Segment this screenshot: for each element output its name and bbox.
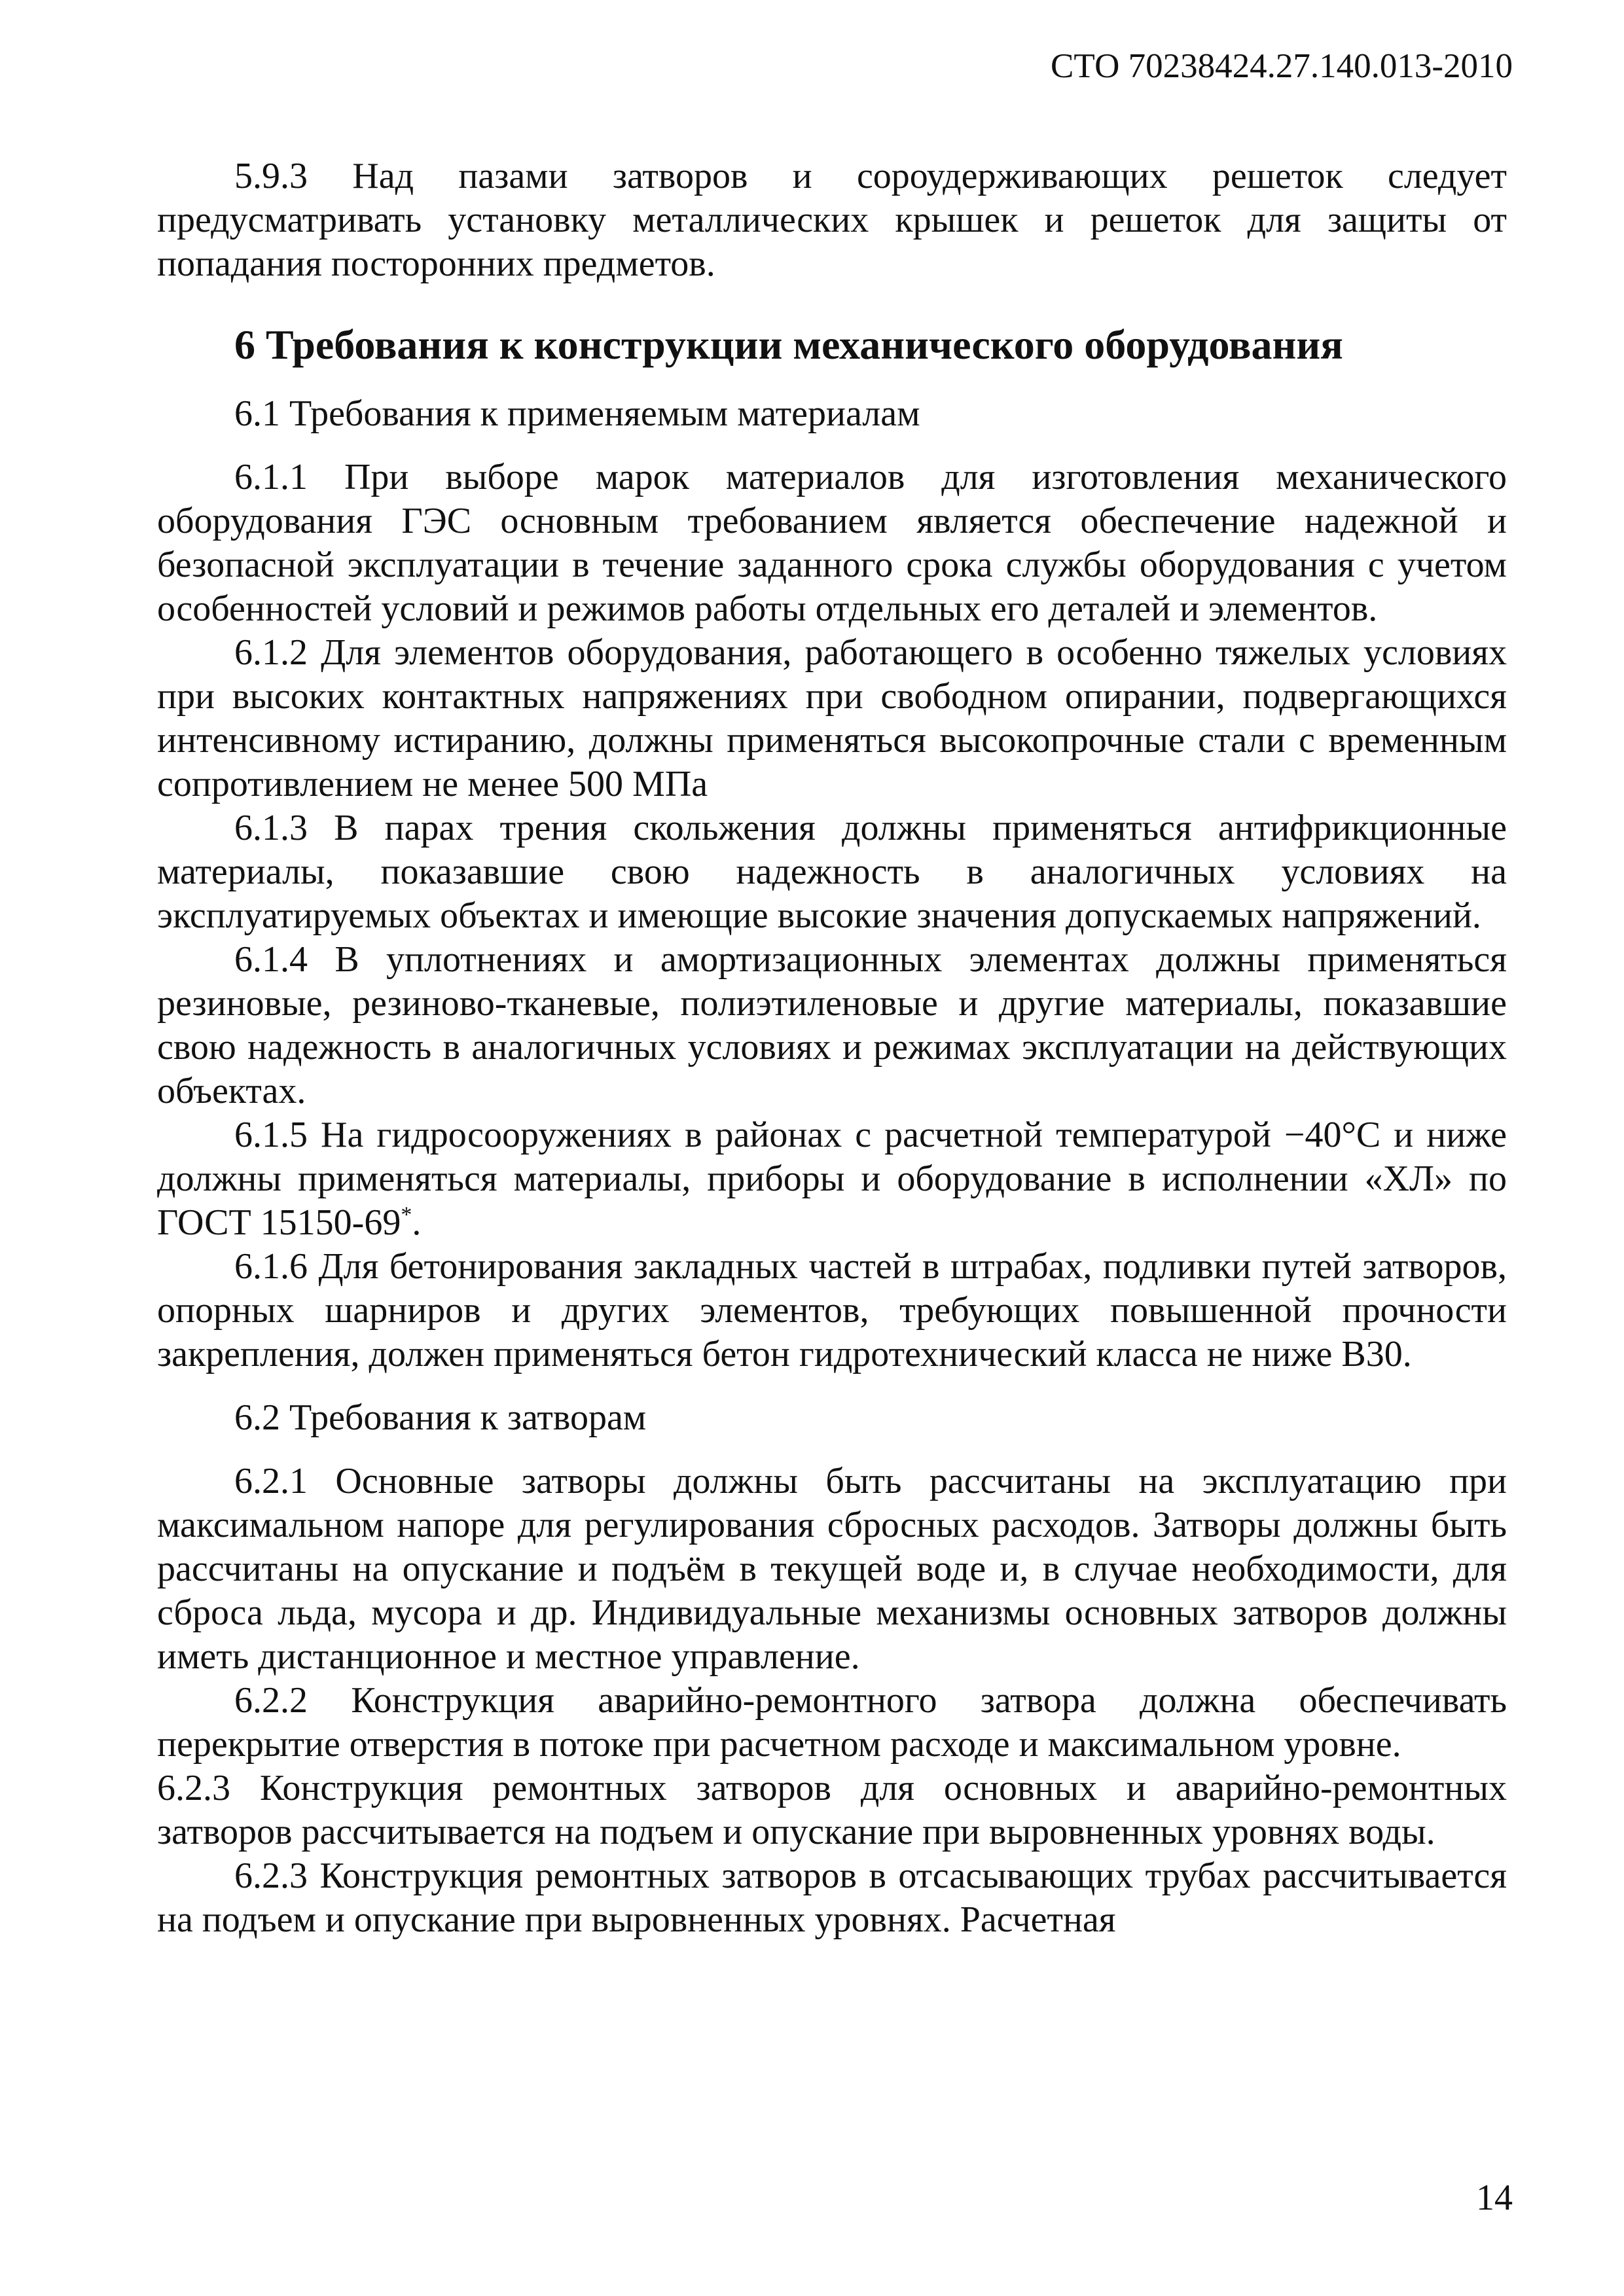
paragraph-6-1-3: 6.1.3 В парах трения скольжения должны применяться антифрикционные материалы, показавшие свою надежность в аналогичных условиях на эксплуатируемых объектах и имеющие высокие значения допускаемых напряжений. [157,808,1507,936]
paragraph-6-1-2: 6.1.2 Для элементов оборудования, работающего в особенно тяжелых условиях при высоких контактных напряжениях при свободном опирании, подвергающихся интенсивному истиранию, должны применяться высокопрочные стали с временным сопротивлением не менее 500 МПа [157,632,1507,804]
page-number: 14 [1476,2178,1513,2218]
paragraph-6-1-4: 6.1.4 В уплотнениях и амортизационных элементах должны применяться резиновые, резиново-тканевые, полиэтиленовые и другие материалы, показавшие свою надежность в аналогичных условиях и режимах эксплуатации на действующих объектах. [157,939,1507,1111]
paragraph-5-9-3: 5.9.3 Над пазами затворов и сороудерживающих решеток следует предусматривать установку металлических крышек и решеток для защиты от попадания посторонних предметов. [157,156,1507,284]
document-body [157,154,1507,1942]
document-code-header: СТО 70238424.27.140.013-2010 [1051,47,1513,85]
paragraph-6-1-5-text: 6.1.5 На гидросооружениях в районах с расчетной температурой −40°С и ниже должны применяться материалы, приборы и оборудование в исполнении «ХЛ» по ГОСТ 15150-69 [157,1115,1507,1243]
paragraph-6-1-1: 6.1.1 При выборе марок материалов для изготовления механического оборудования ГЭС основным требованием является обеспечение надежной и безопасной эксплуатации в течение заданного срока службы оборудования с учетом особенностей условий и режимов работы отдельных его деталей и элементов. [157,457,1507,629]
paragraph-6-2-3-first: 6.2.3 Конструкция ремонтных затворов для основных и аварийно-ремонтных затворов рассчитывается на подъем и опускание при выровненных уровнях воды. [157,1768,1507,1852]
paragraph-6-1-6: 6.1.6 Для бетонирования закладных частей в штрабах, подливки путей затворов, опорных шарниров и других элементов, требующих повышенной прочности закрепления, должен применяться бетон гидротехнический класса не ниже В30. [157,1246,1507,1374]
paragraph-6-1-5-end: . [412,1202,422,1243]
paragraph-6-2-2: 6.2.2 Конструкция аварийно-ремонтного затвора должна обеспечивать перекрытие отверстия в потоке при расчетном расходе и максимальном уровне. [157,1680,1507,1765]
paragraph-6-1-5 [157,1113,1507,1245]
section-6-heading: 6 Требования к конструкции механического оборудования [234,321,1343,368]
paragraph-6-2-3-second: 6.2.3 Конструкция ремонтных затворов в отсасывающих трубах рассчитывается на подъем и опускание при выровненных уровнях. Расчетная [157,1856,1507,1940]
footnote-marker: * [401,1202,412,1227]
paragraph-6-2-1: 6.2.1 Основные затворы должны быть рассчитаны на эксплуатацию при максимальном напоре для регулирования сбросных расходов. Затворы должны быть рассчитаны на опускание и подъём в текущей воде и, в случае необходимости, для сброса льда, мусора и др. Индивидуальные механизмы основных затворов должны иметь дистанционное и местное управление. [157,1461,1507,1677]
subsection-6-1-title: 6.1 Требования к применяемым материалам [234,393,920,434]
subsection-6-2-title: 6.2 Требования к затворам [234,1397,647,1438]
